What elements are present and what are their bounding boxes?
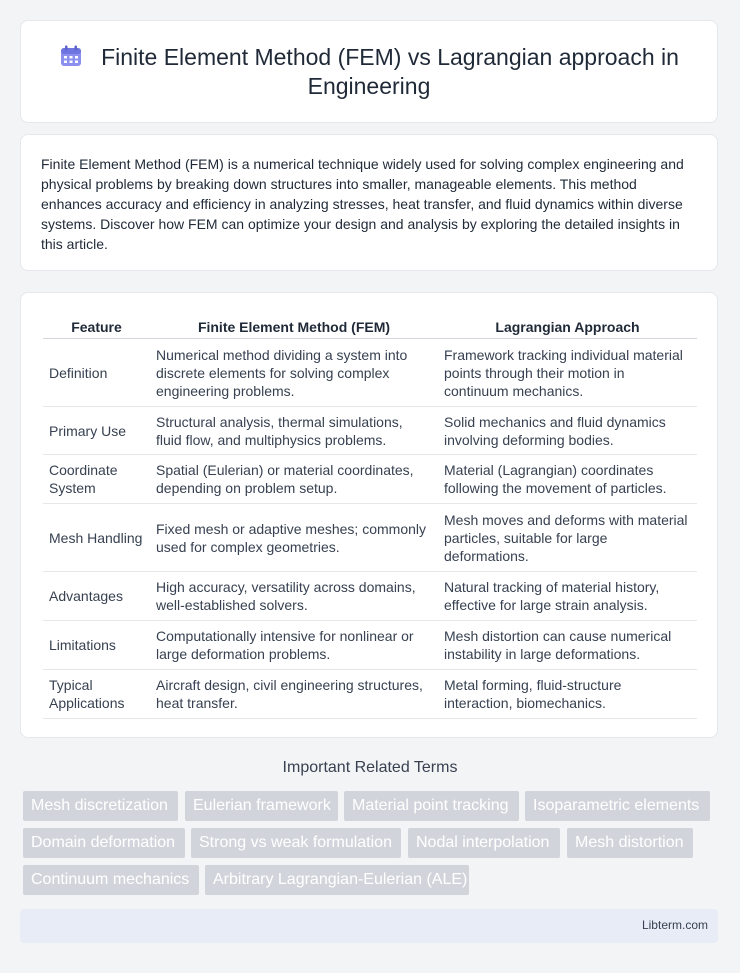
header-fem: Finite Element Method (FEM) bbox=[150, 316, 438, 339]
row-fem: High accuracy, versatility across domains, well-established solvers. bbox=[150, 572, 438, 621]
title-card bbox=[20, 20, 718, 123]
row-feature: Primary Use bbox=[43, 407, 150, 455]
row-feature: Coordinate System bbox=[43, 455, 150, 504]
table-header-row bbox=[43, 316, 697, 339]
row-feature: Advantages bbox=[43, 572, 150, 621]
intro-text: Finite Element Method (FEM) is a numerical technique widely used for solving complex engineering and physical problems by breaking down structures into smaller, manageable elements. This method enhances accuracy and efficiency in analyzing stresses, heat transfer, and fluid dynamics within diverse systems. Discover how FEM can optimize your design and analysis by exploring the detailed insights in this article. bbox=[41, 156, 684, 252]
related-terms-title: Important Related Terms bbox=[282, 759, 458, 776]
comparison-table bbox=[43, 316, 697, 719]
page-title: Finite Element Method (FEM) vs Lagrangian approach in Engineering bbox=[101, 44, 679, 99]
row-feature: Mesh Handling bbox=[43, 504, 150, 572]
table-row bbox=[43, 670, 697, 719]
row-fem: Structural analysis, thermal simulations, fluid flow, and multiphysics problems. bbox=[150, 407, 438, 455]
related-term-tag[interactable]: Mesh distortion bbox=[567, 828, 693, 858]
related-term-tag[interactable]: Domain deformation bbox=[23, 828, 185, 858]
table-row bbox=[43, 621, 697, 670]
related-term-tag[interactable]: Strong vs weak formulation bbox=[191, 828, 401, 858]
row-lagrangian: Mesh distortion can cause numerical instability in large deformations. bbox=[438, 621, 697, 670]
row-feature: Limitations bbox=[43, 621, 150, 670]
comparison-table-card bbox=[20, 292, 718, 738]
row-lagrangian: Natural tracking of material history, effective for large strain analysis. bbox=[438, 572, 697, 621]
related-term-tag[interactable]: Continuum mechanics bbox=[23, 865, 199, 895]
footer bbox=[20, 909, 718, 943]
row-lagrangian: Solid mechanics and fluid dynamics involving deforming bodies. bbox=[438, 407, 697, 455]
table-row bbox=[43, 339, 697, 407]
intro-card bbox=[20, 134, 718, 271]
table-row bbox=[43, 455, 697, 504]
row-fem: Numerical method dividing a system into discrete elements for solving complex engineering problems. bbox=[150, 339, 438, 407]
row-lagrangian: Mesh moves and deforms with material particles, suitable for large deformations. bbox=[438, 504, 697, 572]
row-lagrangian: Metal forming, fluid-structure interaction, biomechanics. bbox=[438, 670, 697, 719]
row-fem: Spatial (Eulerian) or material coordinates, depending on problem setup. bbox=[150, 455, 438, 504]
header-lagrangian: Lagrangian Approach bbox=[438, 316, 697, 339]
row-feature: Definition bbox=[43, 339, 150, 407]
calendar-icon bbox=[59, 44, 83, 68]
table-row bbox=[43, 572, 697, 621]
table-row bbox=[43, 407, 697, 455]
row-feature: Typical Applications bbox=[43, 670, 150, 719]
row-lagrangian: Material (Lagrangian) coordinates following the movement of particles. bbox=[438, 455, 697, 504]
header-feature: Feature bbox=[43, 316, 150, 339]
footer-site-link[interactable]: Libterm.com bbox=[641, 918, 708, 932]
row-fem: Fixed mesh or adaptive meshes; commonly used for complex geometries. bbox=[150, 504, 438, 572]
page-title-row bbox=[21, 43, 717, 101]
related-term-tag[interactable]: Material point tracking bbox=[344, 791, 519, 821]
row-lagrangian: Framework tracking individual material points through their motion in continuum mechanics. bbox=[438, 339, 697, 407]
related-term-tag[interactable]: Arbitrary Lagrangian-Eulerian (ALE) bbox=[205, 865, 469, 895]
row-fem: Computationally intensive for nonlinear or large deformation problems. bbox=[150, 621, 438, 670]
related-term-tag[interactable]: Isoparametric elements bbox=[525, 791, 710, 821]
related-term-tag[interactable]: Nodal interpolation bbox=[408, 828, 560, 858]
related-term-tag[interactable]: Mesh discretization bbox=[23, 791, 178, 821]
table-row bbox=[43, 504, 697, 572]
row-fem: Aircraft design, civil engineering structures, heat transfer. bbox=[150, 670, 438, 719]
related-term-tag[interactable]: Eulerian framework bbox=[185, 791, 338, 821]
